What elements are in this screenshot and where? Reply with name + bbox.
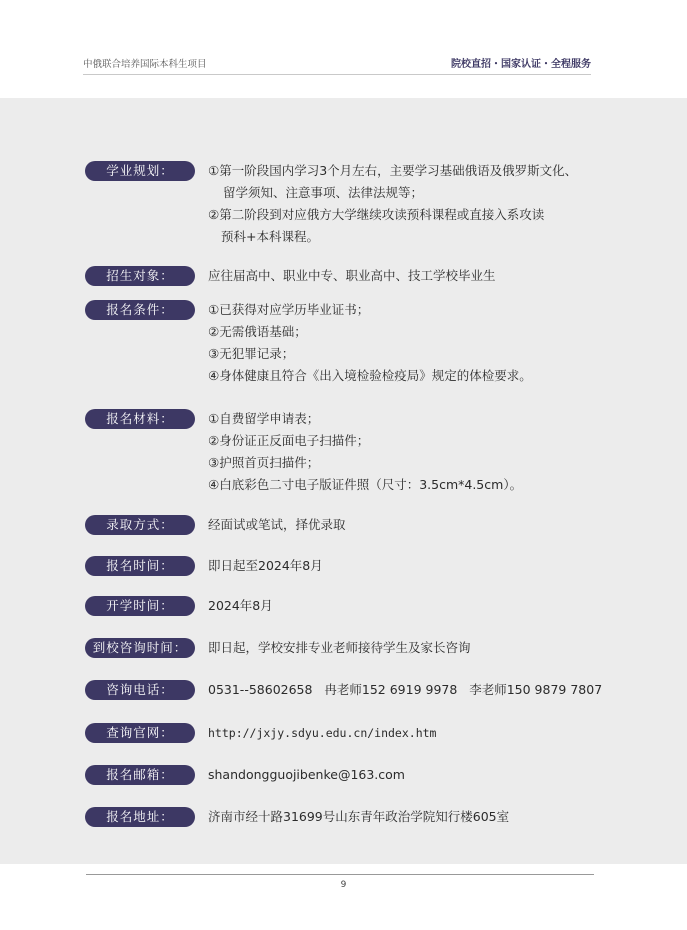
- section-phone: [85, 680, 647, 701]
- section-label: 报名邮箱：: [85, 765, 195, 785]
- content-line: ②无需俄语基础；: [208, 324, 307, 339]
- section-label: 咨询电话：: [85, 680, 195, 700]
- section-content: [208, 806, 509, 828]
- section-label: 报名材料：: [85, 409, 195, 429]
- section-content: [208, 595, 273, 617]
- content-line: 0531--58602658 冉老师152 6919 9978 李老师150 9879 7807: [208, 682, 603, 697]
- section-admission-method: [85, 515, 647, 536]
- section-label: 到校咨询时间：: [85, 638, 195, 658]
- section-label: 录取方式：: [85, 515, 195, 535]
- section-label: 报名条件：: [85, 300, 195, 320]
- section-consultation-time: [85, 638, 647, 659]
- content-line: 留学须知、注意事项、法律法规等；: [223, 185, 424, 200]
- content-line: 即日起，学校安排专业老师接待学生及家长咨询: [208, 640, 471, 655]
- content-line: ②身份证正反面电子扫描件；: [208, 433, 370, 448]
- section-website: [85, 723, 647, 744]
- section-content: [208, 160, 577, 248]
- footer-divider: [86, 874, 594, 875]
- section-content: [208, 514, 346, 536]
- header-slogan: 院校直招・国家认证・全程服务: [451, 59, 591, 70]
- section-content: [208, 265, 496, 287]
- content-line: 2024年8月: [208, 598, 273, 613]
- section-content: [208, 637, 471, 659]
- section-label: 开学时间：: [85, 596, 195, 616]
- section-label: 报名地址：: [85, 807, 195, 827]
- content-line: 应往届高中、职业中专、职业高中、技工学校毕业生: [208, 268, 496, 283]
- section-content: [208, 408, 522, 496]
- section-content: [208, 299, 532, 387]
- section-address: [85, 807, 647, 828]
- content-line: ③护照首页扫描件；: [208, 455, 320, 470]
- content-line: 预科+本科课程。: [221, 229, 319, 244]
- content-line: ④身体健康且符合《出入境检验检疫局》规定的体检要求。: [208, 368, 532, 383]
- section-label: 报名时间：: [85, 556, 195, 576]
- section-label: 查询官网：: [85, 723, 195, 743]
- content-line: ①自费留学申请表；: [208, 411, 320, 426]
- section-requirements: [85, 300, 647, 387]
- section-label: 学业规划：: [85, 161, 195, 181]
- website-link[interactable]: http://jxjy.sdyu.edu.cn/index.htm: [208, 726, 437, 740]
- page-number: 9: [340, 880, 347, 890]
- section-target-students: [85, 266, 647, 287]
- section-email: [85, 765, 647, 786]
- header-program-title: 中俄联合培养国际本科生项目: [83, 59, 207, 70]
- section-registration-time: [85, 556, 647, 577]
- page-header: [0, 0, 687, 98]
- section-content: [208, 679, 602, 701]
- content-line: ③无犯罪记录；: [208, 346, 295, 361]
- content-line: 即日起至2024年8月: [208, 558, 323, 573]
- content-line: ①已获得对应学历毕业证书；: [208, 302, 370, 317]
- content-line: ④白底彩色二寸电子版证件照（尺寸：3.5cm*4.5cm）。: [208, 477, 523, 492]
- content-line: 济南市经十路31699号山东青年政治学院知行楼605室: [208, 809, 510, 824]
- section-label: 招生对象：: [85, 266, 195, 286]
- content-line: 经面试或笔试，择优录取: [208, 517, 346, 532]
- section-study-plan: [85, 161, 647, 248]
- section-content: [208, 722, 436, 744]
- section-start-time: [85, 596, 647, 617]
- header-divider: [83, 74, 591, 75]
- section-content: [208, 555, 323, 577]
- section-content: [208, 764, 405, 786]
- email-link[interactable]: shandongguojibenke@163.com: [208, 767, 405, 782]
- content-line: ②第二阶段到对应俄方大学继续攻读预科课程或直接入系攻读: [208, 207, 545, 222]
- section-materials: [85, 409, 647, 496]
- content-line: ①第一阶段国内学习3个月左右，主要学习基础俄语及俄罗斯文化、: [208, 163, 578, 178]
